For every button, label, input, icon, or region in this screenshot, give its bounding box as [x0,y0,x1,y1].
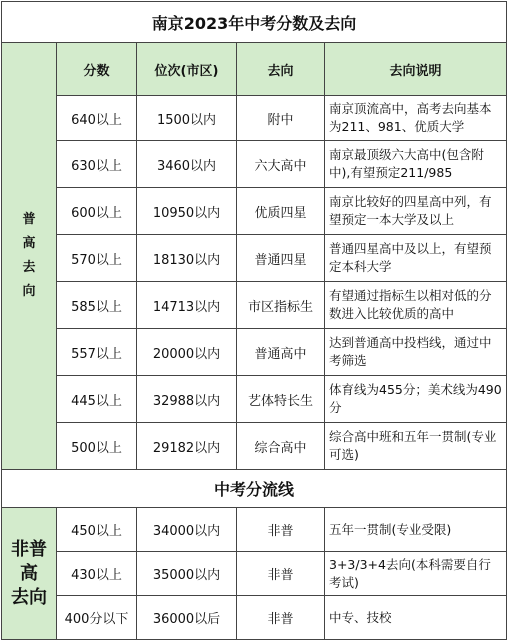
rank-cell: 29182以内 [137,423,237,470]
table-row [2,376,507,423]
score-cell: 640以上 [57,96,137,141]
destination-cell: 六大高中 [237,141,325,188]
rank-cell: 32988以内 [137,376,237,423]
score-cell: 557以上 [57,329,137,376]
destination-cell: 优质四星 [237,188,325,235]
table-title: 南京2023年中考分数及去向 [2,2,507,43]
rank-cell: 20000以内 [137,329,237,376]
rank-cell: 3460以内 [137,141,237,188]
score-cell: 585以上 [57,282,137,329]
rank-cell: 14713以内 [137,282,237,329]
score-cell: 445以上 [57,376,137,423]
table-row [2,596,507,640]
table-row [2,552,507,596]
header-description: 去向说明 [325,43,507,96]
description-cell: 南京顶流高中，高考去向基本为211、981、优质大学 [325,96,507,141]
score-table-container [1,1,506,630]
description-cell: 五年一贯制(专业受限) [325,508,507,552]
rank-cell: 18130以内 [137,235,237,282]
section-label-non-general-high: 非普高 去向 [2,508,57,640]
table-row [2,141,507,188]
destination-cell: 非普 [237,508,325,552]
table-row [2,508,507,552]
description-cell: 南京最顶级六大高中(包含附中),有望预定211/985 [325,141,507,188]
score-cell: 570以上 [57,235,137,282]
table-row [2,235,507,282]
description-cell: 综合高中班和五年一贯制(专业可选) [325,423,507,470]
destination-cell: 综合高中 [237,423,325,470]
table-row [2,329,507,376]
description-cell: 有望通过指标生以相对低的分数进入比较优质的高中 [325,282,507,329]
destination-cell: 艺体特长生 [237,376,325,423]
rank-cell: 36000以后 [137,596,237,640]
score-cell: 630以上 [57,141,137,188]
description-cell: 体育线为455分；美术线为490分 [325,376,507,423]
header-destination: 去向 [237,43,325,96]
destination-cell: 非普 [237,596,325,640]
table-row [2,282,507,329]
destination-cell: 非普 [237,552,325,596]
description-cell: 普通四星高中及以上，有望预定本科大学 [325,235,507,282]
score-cell: 500以上 [57,423,137,470]
destination-cell: 附中 [237,96,325,141]
description-cell: 3+3/3+4去向(本科需要自行考试) [325,552,507,596]
destination-cell: 市区指标生 [237,282,325,329]
score-cell: 600以上 [57,188,137,235]
score-cell: 450以上 [57,508,137,552]
rank-cell: 35000以内 [137,552,237,596]
score-cell: 430以上 [57,552,137,596]
score-cell: 400分以下 [57,596,137,640]
rank-cell: 10950以内 [137,188,237,235]
table-row [2,96,507,141]
score-table [1,1,507,640]
rank-cell: 1500以内 [137,96,237,141]
header-rank: 位次(市区) [137,43,237,96]
description-cell: 南京比较好的四星高中列，有望预定一本大学及以上 [325,188,507,235]
table-row [2,423,507,470]
section-label-general-high: 普 高 去 向 [2,43,57,470]
table-row [2,188,507,235]
destination-cell: 普通四星 [237,235,325,282]
description-cell: 中专、技校 [325,596,507,640]
section-subtitle: 中考分流线 [2,470,507,508]
destination-cell: 普通高中 [237,329,325,376]
rank-cell: 34000以内 [137,508,237,552]
description-cell: 达到普通高中投档线，通过中考筛选 [325,329,507,376]
header-score: 分数 [57,43,137,96]
